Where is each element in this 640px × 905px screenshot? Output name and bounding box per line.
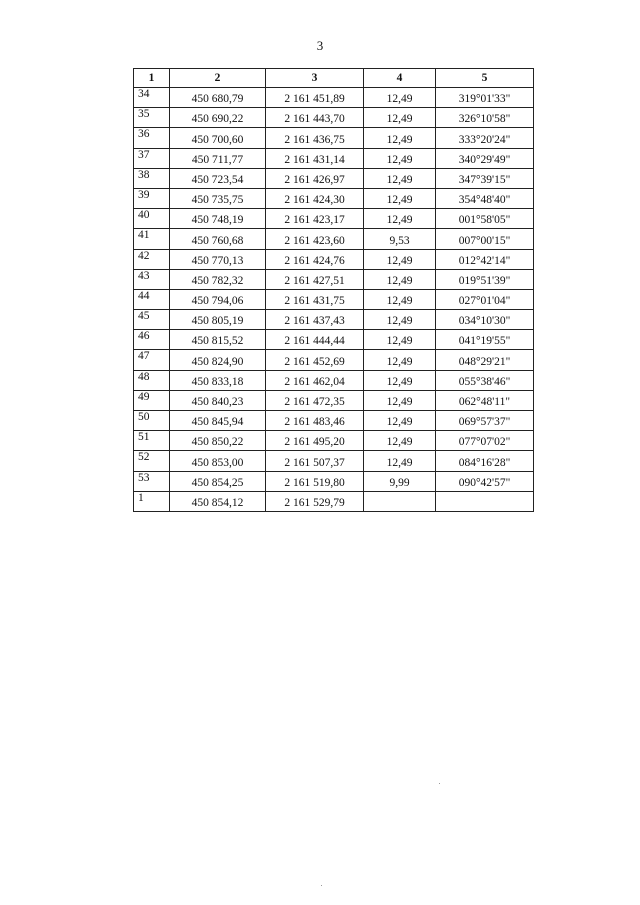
- cell-bearing: 077°07'02": [436, 431, 534, 451]
- cell-x-coordinate: 450 824,90: [170, 350, 266, 370]
- header-bearing: 5: [436, 69, 534, 88]
- table-row: [134, 370, 534, 390]
- cell-bearing: 084°16'28": [436, 451, 534, 471]
- cell-bearing: 027°01'04": [436, 289, 534, 309]
- cell-bearing: 041°19'55": [436, 330, 534, 350]
- table-row: [134, 491, 534, 511]
- page-number: 3: [316, 38, 324, 53]
- cell-y-coordinate: 2 161 424,76: [266, 249, 364, 269]
- cell-distance: 12,49: [364, 209, 436, 229]
- cell-y-coordinate: 2 161 443,70: [266, 108, 364, 128]
- table-row: [134, 310, 534, 330]
- cell-point-number: 41: [134, 229, 170, 249]
- cell-bearing: 062°48'11": [436, 390, 534, 410]
- cell-x-coordinate: 450 690,22: [170, 108, 266, 128]
- coordinates-table: [133, 68, 534, 512]
- cell-distance: 12,49: [364, 390, 436, 410]
- cell-y-coordinate: 2 161 507,37: [266, 451, 364, 471]
- cell-x-coordinate: 450 845,94: [170, 411, 266, 431]
- cell-distance: 12,49: [364, 370, 436, 390]
- cell-point-number: 36: [134, 128, 170, 148]
- cell-x-coordinate: 450 854,12: [170, 491, 266, 511]
- cell-x-coordinate: 450 770,13: [170, 249, 266, 269]
- cell-distance: 12,49: [364, 108, 436, 128]
- cell-y-coordinate: 2 161 519,80: [266, 471, 364, 491]
- cell-bearing: 007°00'15": [436, 229, 534, 249]
- cell-distance: 12,49: [364, 431, 436, 451]
- cell-y-coordinate: 2 161 424,30: [266, 188, 364, 208]
- cell-x-coordinate: 450 760,68: [170, 229, 266, 249]
- cell-point-number: 43: [134, 269, 170, 289]
- cell-distance: 12,49: [364, 269, 436, 289]
- cell-distance: 12,49: [364, 168, 436, 188]
- cell-bearing: 069°57'37": [436, 411, 534, 431]
- cell-distance: 12,49: [364, 411, 436, 431]
- cell-distance: 12,49: [364, 128, 436, 148]
- cell-y-coordinate: 2 161 444,44: [266, 330, 364, 350]
- header-row: [134, 69, 534, 88]
- cell-y-coordinate: 2 161 451,89: [266, 88, 364, 108]
- cell-point-number: 38: [134, 168, 170, 188]
- cell-distance: 12,49: [364, 350, 436, 370]
- cell-y-coordinate: 2 161 427,51: [266, 269, 364, 289]
- table-row: [134, 128, 534, 148]
- table-row: [134, 108, 534, 128]
- cell-point-number: 40: [134, 209, 170, 229]
- cell-x-coordinate: 450 853,00: [170, 451, 266, 471]
- table-row: [134, 289, 534, 309]
- cell-bearing: 354°48'40": [436, 188, 534, 208]
- cell-bearing: 034°10'30": [436, 310, 534, 330]
- table-row: [134, 471, 534, 491]
- cell-distance: [364, 491, 436, 511]
- cell-point-number: 37: [134, 148, 170, 168]
- cell-bearing: 326°10'58": [436, 108, 534, 128]
- cell-point-number: 52: [134, 451, 170, 471]
- cell-x-coordinate: 450 735,75: [170, 188, 266, 208]
- cell-bearing: 055°38'46": [436, 370, 534, 390]
- cell-point-number: 42: [134, 249, 170, 269]
- table-row: [134, 188, 534, 208]
- cell-bearing: 048°29'21": [436, 350, 534, 370]
- cell-point-number: 45: [134, 310, 170, 330]
- cell-y-coordinate: 2 161 437,43: [266, 310, 364, 330]
- cell-y-coordinate: 2 161 529,79: [266, 491, 364, 511]
- cell-point-number: 1: [134, 491, 170, 511]
- cell-x-coordinate: 450 711,77: [170, 148, 266, 168]
- table-row: [134, 229, 534, 249]
- cell-point-number: 44: [134, 289, 170, 309]
- cell-distance: 12,49: [364, 289, 436, 309]
- table-header: [134, 69, 534, 88]
- cell-x-coordinate: 450 748,19: [170, 209, 266, 229]
- cell-y-coordinate: 2 161 483,46: [266, 411, 364, 431]
- cell-y-coordinate: 2 161 426,97: [266, 168, 364, 188]
- cell-bearing: 333°20'24": [436, 128, 534, 148]
- table-row: [134, 269, 534, 289]
- cell-distance: 12,49: [364, 88, 436, 108]
- header-point-number: 1: [134, 69, 170, 88]
- table-body: [134, 88, 534, 512]
- cell-y-coordinate: 2 161 462,04: [266, 370, 364, 390]
- cell-point-number: 51: [134, 431, 170, 451]
- cell-x-coordinate: 450 782,32: [170, 269, 266, 289]
- cell-y-coordinate: 2 161 495,20: [266, 431, 364, 451]
- cell-x-coordinate: 450 840,23: [170, 390, 266, 410]
- cell-bearing: 019°51'39": [436, 269, 534, 289]
- cell-point-number: 48: [134, 370, 170, 390]
- cell-y-coordinate: 2 161 431,14: [266, 148, 364, 168]
- cell-distance: 9,53: [364, 229, 436, 249]
- header-distance: 4: [364, 69, 436, 88]
- cell-point-number: 35: [134, 108, 170, 128]
- cell-distance: 12,49: [364, 188, 436, 208]
- cell-x-coordinate: 450 680,79: [170, 88, 266, 108]
- table-row: [134, 350, 534, 370]
- cell-distance: 9,99: [364, 471, 436, 491]
- table-row: [134, 390, 534, 410]
- scan-speck: [439, 783, 440, 784]
- header-y-coordinate: 3: [266, 69, 364, 88]
- table-row: [134, 249, 534, 269]
- cell-y-coordinate: 2 161 431,75: [266, 289, 364, 309]
- cell-y-coordinate: 2 161 452,69: [266, 350, 364, 370]
- cell-x-coordinate: 450 815,52: [170, 330, 266, 350]
- cell-point-number: 50: [134, 411, 170, 431]
- cell-point-number: 34: [134, 88, 170, 108]
- cell-x-coordinate: 450 700,60: [170, 128, 266, 148]
- cell-bearing: 340°29'49": [436, 148, 534, 168]
- cell-y-coordinate: 2 161 423,17: [266, 209, 364, 229]
- cell-distance: 12,49: [364, 148, 436, 168]
- table-row: [134, 209, 534, 229]
- scan-speck: [321, 885, 322, 886]
- cell-bearing: 090°42'57": [436, 471, 534, 491]
- cell-distance: 12,49: [364, 330, 436, 350]
- cell-bearing: [436, 491, 534, 511]
- cell-bearing: 319°01'33": [436, 88, 534, 108]
- cell-bearing: 347°39'15": [436, 168, 534, 188]
- header-x-coordinate: 2: [170, 69, 266, 88]
- table-row: [134, 431, 534, 451]
- table-row: [134, 148, 534, 168]
- cell-y-coordinate: 2 161 423,60: [266, 229, 364, 249]
- cell-distance: 12,49: [364, 451, 436, 471]
- cell-bearing: 012°42'14": [436, 249, 534, 269]
- cell-point-number: 53: [134, 471, 170, 491]
- cell-distance: 12,49: [364, 249, 436, 269]
- cell-point-number: 46: [134, 330, 170, 350]
- table-row: [134, 88, 534, 108]
- cell-x-coordinate: 450 805,19: [170, 310, 266, 330]
- cell-y-coordinate: 2 161 472,35: [266, 390, 364, 410]
- table-row: [134, 451, 534, 471]
- cell-x-coordinate: 450 794,06: [170, 289, 266, 309]
- cell-point-number: 49: [134, 390, 170, 410]
- cell-distance: 12,49: [364, 310, 436, 330]
- cell-x-coordinate: 450 850,22: [170, 431, 266, 451]
- cell-x-coordinate: 450 723,54: [170, 168, 266, 188]
- table-row: [134, 411, 534, 431]
- cell-point-number: 47: [134, 350, 170, 370]
- cell-point-number: 39: [134, 188, 170, 208]
- cell-x-coordinate: 450 833,18: [170, 370, 266, 390]
- cell-bearing: 001°58'05": [436, 209, 534, 229]
- cell-y-coordinate: 2 161 436,75: [266, 128, 364, 148]
- table-row: [134, 330, 534, 350]
- table-row: [134, 168, 534, 188]
- cell-x-coordinate: 450 854,25: [170, 471, 266, 491]
